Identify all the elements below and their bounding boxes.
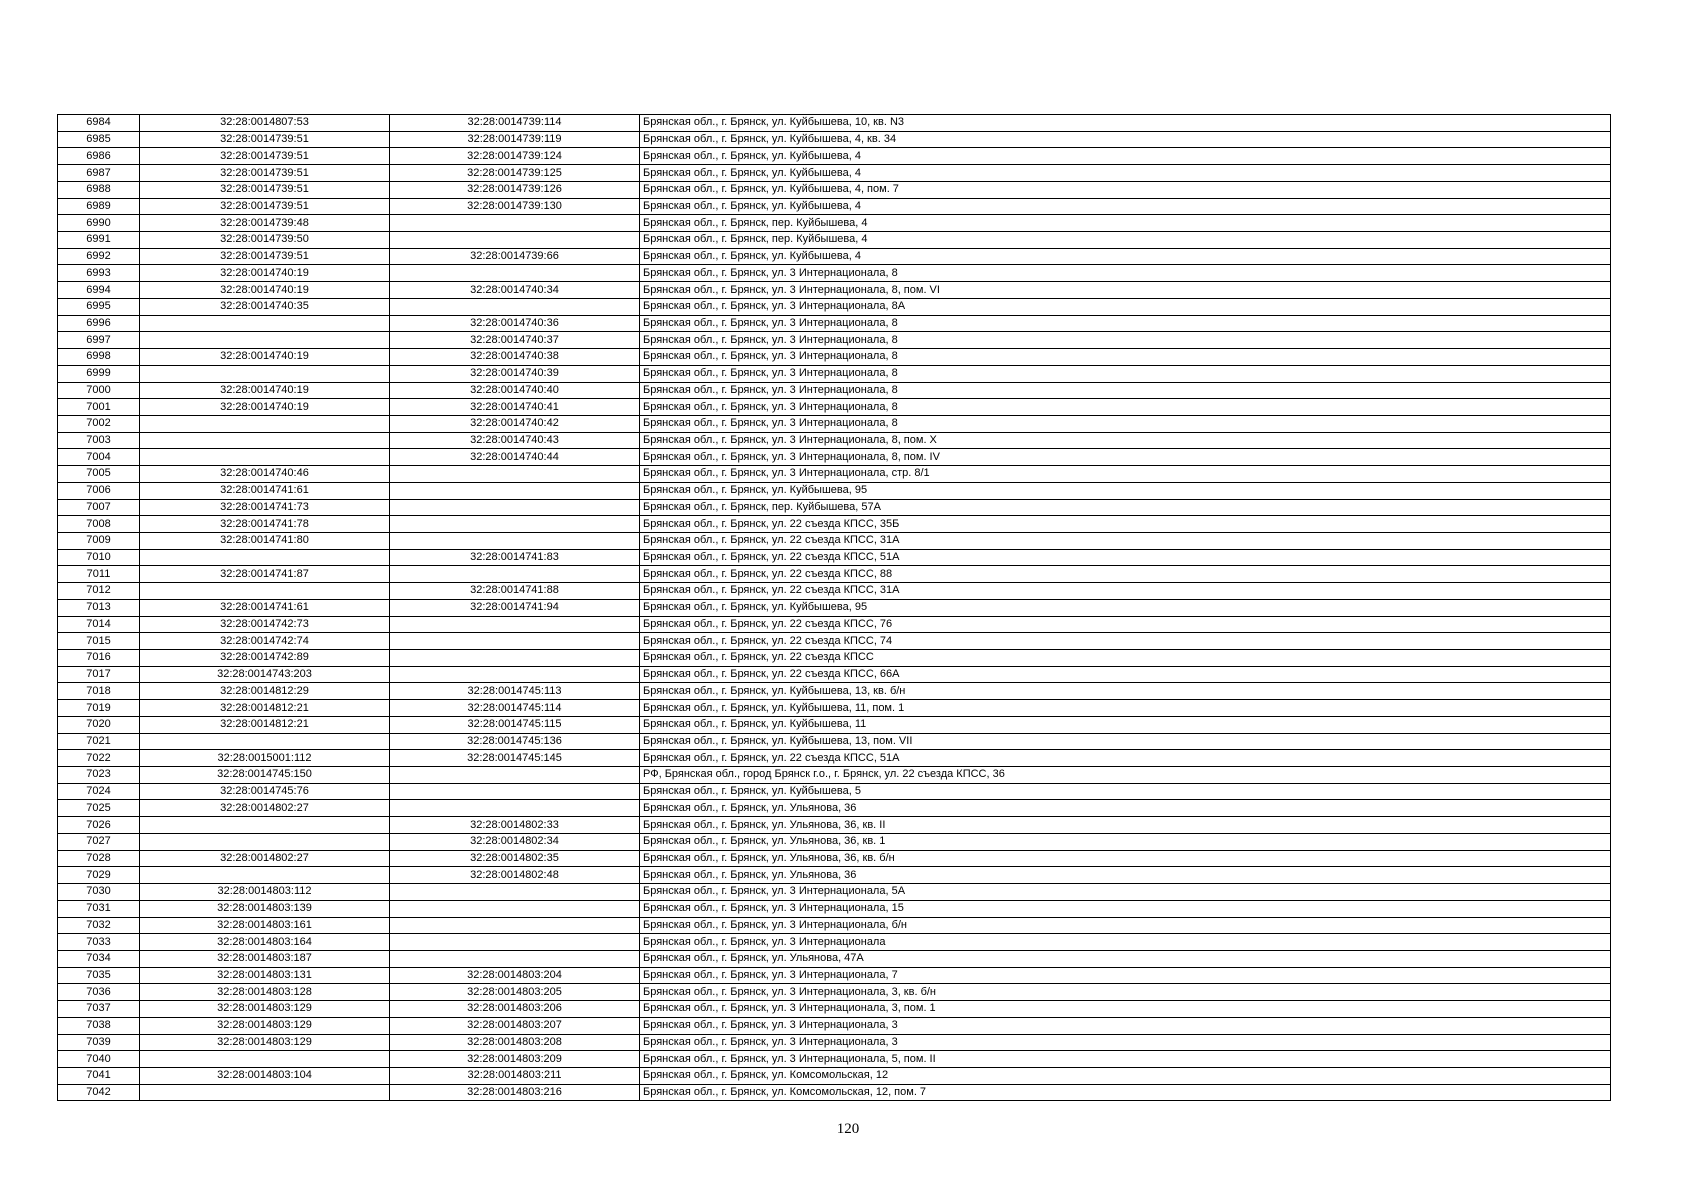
address-cell: Брянская обл., г. Брянск, ул. Ульянова, 36, кв. 1 bbox=[640, 833, 1611, 850]
address-cell: Брянская обл., г. Брянск, ул. 22 съезда КПСС bbox=[640, 650, 1611, 667]
parcel-cadastral-number-cell: 32:28:0014803:104 bbox=[140, 1067, 390, 1084]
table-row bbox=[58, 633, 1611, 650]
parcel-cadastral-number-cell: 32:28:0015001:112 bbox=[140, 750, 390, 767]
row-number-cell: 6988 bbox=[58, 181, 140, 198]
table-row bbox=[58, 867, 1611, 884]
object-cadastral-number-cell: 32:28:0014740:43 bbox=[390, 432, 640, 449]
object-cadastral-number-cell: 32:28:0014803:209 bbox=[390, 1051, 640, 1068]
parcel-cadastral-number-cell bbox=[140, 583, 390, 600]
parcel-cadastral-number-cell: 32:28:0014742:89 bbox=[140, 650, 390, 667]
object-cadastral-number-cell bbox=[390, 800, 640, 817]
table-row bbox=[58, 984, 1611, 1001]
address-cell: Брянская обл., г. Брянск, ул. 3 Интернационала, 8, пом. IV bbox=[640, 449, 1611, 466]
parcel-cadastral-number-cell: 32:28:0014803:139 bbox=[140, 900, 390, 917]
address-cell: Брянская обл., г. Брянск, ул. Куйбышева, 4 bbox=[640, 248, 1611, 265]
parcel-cadastral-number-cell: 32:28:0014745:150 bbox=[140, 767, 390, 784]
table-row bbox=[58, 415, 1611, 432]
table-row bbox=[58, 549, 1611, 566]
table-row bbox=[58, 198, 1611, 215]
row-number-cell: 7015 bbox=[58, 633, 140, 650]
table-row bbox=[58, 432, 1611, 449]
row-number-cell: 7031 bbox=[58, 900, 140, 917]
table-row bbox=[58, 466, 1611, 483]
row-number-cell: 7041 bbox=[58, 1067, 140, 1084]
object-cadastral-number-cell: 32:28:0014740:42 bbox=[390, 415, 640, 432]
object-cadastral-number-cell: 32:28:0014745:114 bbox=[390, 700, 640, 717]
row-number-cell: 6999 bbox=[58, 365, 140, 382]
parcel-cadastral-number-cell bbox=[140, 449, 390, 466]
row-number-cell: 7001 bbox=[58, 399, 140, 416]
address-cell: Брянская обл., г. Брянск, ул. 22 съезда КПСС, 31А bbox=[640, 532, 1611, 549]
object-cadastral-number-cell: 32:28:0014740:39 bbox=[390, 365, 640, 382]
table-row bbox=[58, 1017, 1611, 1034]
parcel-cadastral-number-cell: 32:28:0014739:48 bbox=[140, 215, 390, 232]
table-row bbox=[58, 833, 1611, 850]
object-cadastral-number-cell: 32:28:0014740:44 bbox=[390, 449, 640, 466]
parcel-cadastral-number-cell: 32:28:0014742:74 bbox=[140, 633, 390, 650]
object-cadastral-number-cell bbox=[390, 482, 640, 499]
object-cadastral-number-cell: 32:28:0014803:204 bbox=[390, 967, 640, 984]
address-cell: Брянская обл., г. Брянск, ул. 3 Интернационала, 8 bbox=[640, 265, 1611, 282]
object-cadastral-number-cell bbox=[390, 900, 640, 917]
table-row bbox=[58, 683, 1611, 700]
address-cell: Брянская обл., г. Брянск, ул. 3 Интернационала, 8 bbox=[640, 332, 1611, 349]
row-number-cell: 6985 bbox=[58, 131, 140, 148]
row-number-cell: 7002 bbox=[58, 415, 140, 432]
table-row bbox=[58, 1084, 1611, 1101]
object-cadastral-number-cell: 32:28:0014739:66 bbox=[390, 248, 640, 265]
address-cell: Брянская обл., г. Брянск, ул. 3 Интернационала, 3 bbox=[640, 1017, 1611, 1034]
table-row bbox=[58, 767, 1611, 784]
address-cell: Брянская обл., г. Брянск, ул. Куйбышева, 95 bbox=[640, 599, 1611, 616]
table-row bbox=[58, 650, 1611, 667]
parcel-cadastral-number-cell: 32:28:0014741:80 bbox=[140, 532, 390, 549]
parcel-cadastral-number-cell: 32:28:0014739:50 bbox=[140, 232, 390, 249]
address-cell: Брянская обл., г. Брянск, ул. Куйбышева, 5 bbox=[640, 783, 1611, 800]
row-number-cell: 7033 bbox=[58, 934, 140, 951]
table-row bbox=[58, 449, 1611, 466]
parcel-cadastral-number-cell: 32:28:0014741:61 bbox=[140, 599, 390, 616]
parcel-cadastral-number-cell: 32:28:0014803:187 bbox=[140, 950, 390, 967]
row-number-cell: 7014 bbox=[58, 616, 140, 633]
table-row bbox=[58, 1001, 1611, 1018]
row-number-cell: 6997 bbox=[58, 332, 140, 349]
table-row bbox=[58, 917, 1611, 934]
row-number-cell: 6994 bbox=[58, 282, 140, 299]
object-cadastral-number-cell bbox=[390, 884, 640, 901]
object-cadastral-number-cell: 32:28:0014802:33 bbox=[390, 817, 640, 834]
table-row bbox=[58, 950, 1611, 967]
table-row bbox=[58, 265, 1611, 282]
object-cadastral-number-cell bbox=[390, 934, 640, 951]
parcel-cadastral-number-cell: 32:28:0014739:51 bbox=[140, 248, 390, 265]
object-cadastral-number-cell: 32:28:0014803:208 bbox=[390, 1034, 640, 1051]
object-cadastral-number-cell bbox=[390, 499, 640, 516]
address-cell: Брянская обл., г. Брянск, ул. Куйбышева, 95 bbox=[640, 482, 1611, 499]
parcel-cadastral-number-cell: 32:28:0014741:78 bbox=[140, 516, 390, 533]
row-number-cell: 7028 bbox=[58, 850, 140, 867]
row-number-cell: 7011 bbox=[58, 566, 140, 583]
object-cadastral-number-cell bbox=[390, 232, 640, 249]
parcel-cadastral-number-cell: 32:28:0014742:73 bbox=[140, 616, 390, 633]
object-cadastral-number-cell: 32:28:0014803:211 bbox=[390, 1067, 640, 1084]
parcel-cadastral-number-cell: 32:28:0014740:19 bbox=[140, 265, 390, 282]
address-cell: Брянская обл., г. Брянск, ул. Куйбышева, 4, пом. 7 bbox=[640, 181, 1611, 198]
parcel-cadastral-number-cell: 32:28:0014745:76 bbox=[140, 783, 390, 800]
address-cell: Брянская обл., г. Брянск, пер. Куйбышева, 57А bbox=[640, 499, 1611, 516]
parcel-cadastral-number-cell: 32:28:0014803:129 bbox=[140, 1034, 390, 1051]
parcel-cadastral-number-cell bbox=[140, 867, 390, 884]
parcel-cadastral-number-cell: 32:28:0014803:128 bbox=[140, 984, 390, 1001]
parcel-cadastral-number-cell: 32:28:0014802:27 bbox=[140, 800, 390, 817]
row-number-cell: 7039 bbox=[58, 1034, 140, 1051]
row-number-cell: 7018 bbox=[58, 683, 140, 700]
object-cadastral-number-cell: 32:28:0014803:207 bbox=[390, 1017, 640, 1034]
address-cell: Брянская обл., г. Брянск, ул. Куйбышева, 13, пом. VII bbox=[640, 733, 1611, 750]
row-number-cell: 7029 bbox=[58, 867, 140, 884]
address-cell: Брянская обл., г. Брянск, ул. 3 Интернационала bbox=[640, 934, 1611, 951]
object-cadastral-number-cell: 32:28:0014740:36 bbox=[390, 315, 640, 332]
parcel-cadastral-number-cell bbox=[140, 415, 390, 432]
parcel-cadastral-number-cell bbox=[140, 833, 390, 850]
object-cadastral-number-cell: 32:28:0014803:216 bbox=[390, 1084, 640, 1101]
address-cell: Брянская обл., г. Брянск, ул. Куйбышева, 4, кв. 34 bbox=[640, 131, 1611, 148]
table-row bbox=[58, 700, 1611, 717]
row-number-cell: 7023 bbox=[58, 767, 140, 784]
parcel-cadastral-number-cell: 32:28:0014803:161 bbox=[140, 917, 390, 934]
row-number-cell: 7017 bbox=[58, 666, 140, 683]
parcel-cadastral-number-cell: 32:28:0014807:53 bbox=[140, 115, 390, 132]
row-number-cell: 7010 bbox=[58, 549, 140, 566]
table-row bbox=[58, 215, 1611, 232]
object-cadastral-number-cell bbox=[390, 265, 640, 282]
table-row bbox=[58, 332, 1611, 349]
row-number-cell: 7025 bbox=[58, 800, 140, 817]
parcel-cadastral-number-cell: 32:28:0014803:129 bbox=[140, 1017, 390, 1034]
address-cell: Брянская обл., г. Брянск, пер. Куйбышева, 4 bbox=[640, 232, 1611, 249]
parcel-cadastral-number-cell: 32:28:0014803:131 bbox=[140, 967, 390, 984]
table-row bbox=[58, 716, 1611, 733]
row-number-cell: 7030 bbox=[58, 884, 140, 901]
table-row bbox=[58, 349, 1611, 366]
table-row bbox=[58, 783, 1611, 800]
parcel-cadastral-number-cell bbox=[140, 332, 390, 349]
row-number-cell: 7008 bbox=[58, 516, 140, 533]
table-row bbox=[58, 248, 1611, 265]
object-cadastral-number-cell bbox=[390, 516, 640, 533]
object-cadastral-number-cell bbox=[390, 466, 640, 483]
object-cadastral-number-cell: 32:28:0014741:88 bbox=[390, 583, 640, 600]
row-number-cell: 7019 bbox=[58, 700, 140, 717]
row-number-cell: 7005 bbox=[58, 466, 140, 483]
table-row bbox=[58, 599, 1611, 616]
row-number-cell: 7024 bbox=[58, 783, 140, 800]
object-cadastral-number-cell: 32:28:0014745:113 bbox=[390, 683, 640, 700]
row-number-cell: 7027 bbox=[58, 833, 140, 850]
object-cadastral-number-cell: 32:28:0014739:119 bbox=[390, 131, 640, 148]
row-number-cell: 7035 bbox=[58, 967, 140, 984]
object-cadastral-number-cell bbox=[390, 650, 640, 667]
table-row bbox=[58, 115, 1611, 132]
table-row bbox=[58, 181, 1611, 198]
object-cadastral-number-cell bbox=[390, 783, 640, 800]
row-number-cell: 7020 bbox=[58, 716, 140, 733]
table-row bbox=[58, 482, 1611, 499]
parcel-cadastral-number-cell: 32:28:0014812:21 bbox=[140, 716, 390, 733]
address-cell: Брянская обл., г. Брянск, ул. 3 Интернационала, 5, пом. II bbox=[640, 1051, 1611, 1068]
parcel-cadastral-number-cell: 32:28:0014740:35 bbox=[140, 298, 390, 315]
parcel-cadastral-number-cell: 32:28:0014812:21 bbox=[140, 700, 390, 717]
address-cell: Брянская обл., г. Брянск, ул. 3 Интернационала, стр. 8/1 bbox=[640, 466, 1611, 483]
object-cadastral-number-cell: 32:28:0014802:48 bbox=[390, 867, 640, 884]
object-cadastral-number-cell: 32:28:0014740:34 bbox=[390, 282, 640, 299]
row-number-cell: 6987 bbox=[58, 165, 140, 182]
address-cell: Брянская обл., г. Брянск, ул. Куйбышева, 4 bbox=[640, 148, 1611, 165]
object-cadastral-number-cell: 32:28:0014740:37 bbox=[390, 332, 640, 349]
parcel-cadastral-number-cell bbox=[140, 549, 390, 566]
table-row bbox=[58, 399, 1611, 416]
row-number-cell: 6986 bbox=[58, 148, 140, 165]
row-number-cell: 6984 bbox=[58, 115, 140, 132]
parcel-cadastral-number-cell bbox=[140, 817, 390, 834]
object-cadastral-number-cell bbox=[390, 917, 640, 934]
parcel-cadastral-number-cell: 32:28:0014739:51 bbox=[140, 148, 390, 165]
row-number-cell: 7042 bbox=[58, 1084, 140, 1101]
parcel-cadastral-number-cell: 32:28:0014740:46 bbox=[140, 466, 390, 483]
object-cadastral-number-cell: 32:28:0014803:205 bbox=[390, 984, 640, 1001]
object-cadastral-number-cell: 32:28:0014739:130 bbox=[390, 198, 640, 215]
parcel-cadastral-number-cell: 32:28:0014741:61 bbox=[140, 482, 390, 499]
address-cell: Брянская обл., г. Брянск, ул. 22 съезда КПСС, 88 bbox=[640, 566, 1611, 583]
address-cell: Брянская обл., г. Брянск, ул. 3 Интернационала, 8 bbox=[640, 365, 1611, 382]
address-cell: Брянская обл., г. Брянск, ул. 3 Интернационала, 3, кв. б/н bbox=[640, 984, 1611, 1001]
object-cadastral-number-cell: 32:28:0014739:114 bbox=[390, 115, 640, 132]
row-number-cell: 6992 bbox=[58, 248, 140, 265]
parcel-cadastral-number-cell: 32:28:0014740:19 bbox=[140, 382, 390, 399]
object-cadastral-number-cell: 32:28:0014740:41 bbox=[390, 399, 640, 416]
row-number-cell: 6998 bbox=[58, 349, 140, 366]
object-cadastral-number-cell bbox=[390, 532, 640, 549]
parcel-cadastral-number-cell bbox=[140, 733, 390, 750]
row-number-cell: 7003 bbox=[58, 432, 140, 449]
address-cell: Брянская обл., г. Брянск, ул. 3 Интернационала, 8, пом. X bbox=[640, 432, 1611, 449]
object-cadastral-number-cell: 32:28:0014739:125 bbox=[390, 165, 640, 182]
address-cell: Брянская обл., г. Брянск, ул. 3 Интернационала, 3, пом. 1 bbox=[640, 1001, 1611, 1018]
parcel-cadastral-number-cell: 32:28:0014741:87 bbox=[140, 566, 390, 583]
parcel-cadastral-number-cell: 32:28:0014740:19 bbox=[140, 282, 390, 299]
address-cell: Брянская обл., г. Брянск, ул. 3 Интернационала, 3 bbox=[640, 1034, 1611, 1051]
table-row bbox=[58, 1051, 1611, 1068]
address-cell: Брянская обл., г. Брянск, ул. Ульянова, 36 bbox=[640, 800, 1611, 817]
table-row bbox=[58, 148, 1611, 165]
object-cadastral-number-cell: 32:28:0014802:34 bbox=[390, 833, 640, 850]
table-row bbox=[58, 232, 1611, 249]
address-cell: Брянская обл., г. Брянск, ул. Куйбышева, 10, кв. N3 bbox=[640, 115, 1611, 132]
table-row bbox=[58, 583, 1611, 600]
table-row bbox=[58, 900, 1611, 917]
address-cell: Брянская обл., г. Брянск, ул. 3 Интернационала, 8 bbox=[640, 415, 1611, 432]
address-cell: Брянская обл., г. Брянск, ул. 3 Интернационала, 7 bbox=[640, 967, 1611, 984]
row-number-cell: 6995 bbox=[58, 298, 140, 315]
table-row bbox=[58, 1067, 1611, 1084]
address-cell: Брянская обл., г. Брянск, пер. Куйбышева, 4 bbox=[640, 215, 1611, 232]
table-row bbox=[58, 616, 1611, 633]
row-number-cell: 7012 bbox=[58, 583, 140, 600]
table-row bbox=[58, 365, 1611, 382]
address-cell: Брянская обл., г. Брянск, ул. 3 Интернационала, 8А bbox=[640, 298, 1611, 315]
address-cell: Брянская обл., г. Брянск, ул. 22 съезда КПСС, 76 bbox=[640, 616, 1611, 633]
parcel-cadastral-number-cell: 32:28:0014743:203 bbox=[140, 666, 390, 683]
address-cell: Брянская обл., г. Брянск, ул. 22 съезда КПСС, 51А bbox=[640, 750, 1611, 767]
parcel-cadastral-number-cell: 32:28:0014741:73 bbox=[140, 499, 390, 516]
row-number-cell: 7016 bbox=[58, 650, 140, 667]
address-cell: Брянская обл., г. Брянск, ул. Куйбышева, 4 bbox=[640, 165, 1611, 182]
table-row bbox=[58, 298, 1611, 315]
table-row bbox=[58, 967, 1611, 984]
parcel-cadastral-number-cell bbox=[140, 1084, 390, 1101]
row-number-cell: 7036 bbox=[58, 984, 140, 1001]
row-number-cell: 7004 bbox=[58, 449, 140, 466]
object-cadastral-number-cell: 32:28:0014739:126 bbox=[390, 181, 640, 198]
object-cadastral-number-cell: 32:28:0014745:145 bbox=[390, 750, 640, 767]
parcel-cadastral-number-cell: 32:28:0014739:51 bbox=[140, 131, 390, 148]
object-cadastral-number-cell: 32:28:0014739:124 bbox=[390, 148, 640, 165]
table-row bbox=[58, 382, 1611, 399]
parcel-cadastral-number-cell: 32:28:0014739:51 bbox=[140, 181, 390, 198]
address-cell: Брянская обл., г. Брянск, ул. 22 съезда КПСС, 66А bbox=[640, 666, 1611, 683]
cadastral-table bbox=[57, 114, 1611, 1101]
row-number-cell: 7037 bbox=[58, 1001, 140, 1018]
row-number-cell: 7034 bbox=[58, 950, 140, 967]
row-number-cell: 7032 bbox=[58, 917, 140, 934]
row-number-cell: 7040 bbox=[58, 1051, 140, 1068]
row-number-cell: 7038 bbox=[58, 1017, 140, 1034]
table-row bbox=[58, 800, 1611, 817]
row-number-cell: 7026 bbox=[58, 817, 140, 834]
address-cell: Брянская обл., г. Брянск, ул. 22 съезда КПСС, 51А bbox=[640, 549, 1611, 566]
row-number-cell: 6990 bbox=[58, 215, 140, 232]
address-cell: Брянская обл., г. Брянск, ул. 22 съезда КПСС, 31А bbox=[640, 583, 1611, 600]
parcel-cadastral-number-cell: 32:28:0014803:112 bbox=[140, 884, 390, 901]
table-row bbox=[58, 532, 1611, 549]
address-cell: Брянская обл., г. Брянск, ул. 3 Интернационала, 8 bbox=[640, 382, 1611, 399]
page-number: 120 bbox=[836, 1121, 860, 1137]
address-cell: Брянская обл., г. Брянск, ул. 3 Интернационала, 8 bbox=[640, 349, 1611, 366]
address-cell: Брянская обл., г. Брянск, ул. 3 Интернационала, 8, пом. VI bbox=[640, 282, 1611, 299]
row-number-cell: 6991 bbox=[58, 232, 140, 249]
address-cell: Брянская обл., г. Брянск, ул. Куйбышева, 13, кв. б/н bbox=[640, 683, 1611, 700]
object-cadastral-number-cell bbox=[390, 666, 640, 683]
table-row bbox=[58, 315, 1611, 332]
row-number-cell: 7021 bbox=[58, 733, 140, 750]
object-cadastral-number-cell: 32:28:0014802:35 bbox=[390, 850, 640, 867]
object-cadastral-number-cell bbox=[390, 215, 640, 232]
parcel-cadastral-number-cell bbox=[140, 1051, 390, 1068]
object-cadastral-number-cell: 32:28:0014745:136 bbox=[390, 733, 640, 750]
object-cadastral-number-cell bbox=[390, 950, 640, 967]
address-cell: Брянская обл., г. Брянск, ул. Ульянова, 36 bbox=[640, 867, 1611, 884]
parcel-cadastral-number-cell: 32:28:0014803:164 bbox=[140, 934, 390, 951]
address-cell: Брянская обл., г. Брянск, ул. 3 Интернационала, 15 bbox=[640, 900, 1611, 917]
row-number-cell: 6996 bbox=[58, 315, 140, 332]
table-row bbox=[58, 817, 1611, 834]
parcel-cadastral-number-cell: 32:28:0014812:29 bbox=[140, 683, 390, 700]
address-cell: Брянская обл., г. Брянск, ул. Куйбышева, 11, пом. 1 bbox=[640, 700, 1611, 717]
row-number-cell: 7009 bbox=[58, 532, 140, 549]
address-cell: Брянская обл., г. Брянск, ул. Комсомольская, 12 bbox=[640, 1067, 1611, 1084]
object-cadastral-number-cell: 32:28:0014745:115 bbox=[390, 716, 640, 733]
table-row bbox=[58, 1034, 1611, 1051]
table-row bbox=[58, 165, 1611, 182]
object-cadastral-number-cell bbox=[390, 298, 640, 315]
parcel-cadastral-number-cell: 32:28:0014803:129 bbox=[140, 1001, 390, 1018]
table-row bbox=[58, 499, 1611, 516]
address-cell: Брянская обл., г. Брянск, ул. Куйбышева, 4 bbox=[640, 198, 1611, 215]
table-row bbox=[58, 934, 1611, 951]
parcel-cadastral-number-cell: 32:28:0014739:51 bbox=[140, 198, 390, 215]
address-cell: Брянская обл., г. Брянск, ул. 3 Интернационала, 8 bbox=[640, 315, 1611, 332]
parcel-cadastral-number-cell bbox=[140, 432, 390, 449]
address-cell: Брянская обл., г. Брянск, ул. Ульянова, 36, кв. б/н bbox=[640, 850, 1611, 867]
address-cell: Брянская обл., г. Брянск, ул. 3 Интернационала, б/н bbox=[640, 917, 1611, 934]
row-number-cell: 6989 bbox=[58, 198, 140, 215]
address-cell: Брянская обл., г. Брянск, ул. 3 Интернационала, 8 bbox=[640, 399, 1611, 416]
parcel-cadastral-number-cell: 32:28:0014802:27 bbox=[140, 850, 390, 867]
table-row bbox=[58, 733, 1611, 750]
parcel-cadastral-number-cell bbox=[140, 315, 390, 332]
row-number-cell: 7006 bbox=[58, 482, 140, 499]
object-cadastral-number-cell bbox=[390, 633, 640, 650]
table-row bbox=[58, 131, 1611, 148]
row-number-cell: 7000 bbox=[58, 382, 140, 399]
parcel-cadastral-number-cell: 32:28:0014739:51 bbox=[140, 165, 390, 182]
address-cell: Брянская обл., г. Брянск, ул. Ульянова, 47А bbox=[640, 950, 1611, 967]
row-number-cell: 7022 bbox=[58, 750, 140, 767]
object-cadastral-number-cell bbox=[390, 566, 640, 583]
address-cell: РФ, Брянская обл., город Брянск г.о., г. Брянск, ул. 22 съезда КПСС, 36 bbox=[640, 767, 1611, 784]
object-cadastral-number-cell: 32:28:0014741:83 bbox=[390, 549, 640, 566]
address-cell: Брянская обл., г. Брянск, ул. 3 Интернационала, 5А bbox=[640, 884, 1611, 901]
table-row bbox=[58, 282, 1611, 299]
table-row bbox=[58, 566, 1611, 583]
address-cell: Брянская обл., г. Брянск, ул. 22 съезда КПСС, 35Б bbox=[640, 516, 1611, 533]
address-cell: Брянская обл., г. Брянск, ул. Комсомольская, 12, пом. 7 bbox=[640, 1084, 1611, 1101]
object-cadastral-number-cell bbox=[390, 616, 640, 633]
parcel-cadastral-number-cell bbox=[140, 365, 390, 382]
row-number-cell: 7007 bbox=[58, 499, 140, 516]
address-cell: Брянская обл., г. Брянск, ул. Куйбышева, 11 bbox=[640, 716, 1611, 733]
table-row bbox=[58, 884, 1611, 901]
address-cell: Брянская обл., г. Брянск, ул. Ульянова, 36, кв. II bbox=[640, 817, 1611, 834]
object-cadastral-number-cell: 32:28:0014740:38 bbox=[390, 349, 640, 366]
table-row bbox=[58, 516, 1611, 533]
object-cadastral-number-cell: 32:28:0014741:94 bbox=[390, 599, 640, 616]
row-number-cell: 6993 bbox=[58, 265, 140, 282]
address-cell: Брянская обл., г. Брянск, ул. 22 съезда КПСС, 74 bbox=[640, 633, 1611, 650]
object-cadastral-number-cell: 32:28:0014803:206 bbox=[390, 1001, 640, 1018]
cadastral-table-body bbox=[58, 115, 1611, 1101]
table-row bbox=[58, 850, 1611, 867]
table-row bbox=[58, 750, 1611, 767]
table-row bbox=[58, 666, 1611, 683]
object-cadastral-number-cell bbox=[390, 767, 640, 784]
parcel-cadastral-number-cell: 32:28:0014740:19 bbox=[140, 349, 390, 366]
parcel-cadastral-number-cell: 32:28:0014740:19 bbox=[140, 399, 390, 416]
object-cadastral-number-cell: 32:28:0014740:40 bbox=[390, 382, 640, 399]
row-number-cell: 7013 bbox=[58, 599, 140, 616]
